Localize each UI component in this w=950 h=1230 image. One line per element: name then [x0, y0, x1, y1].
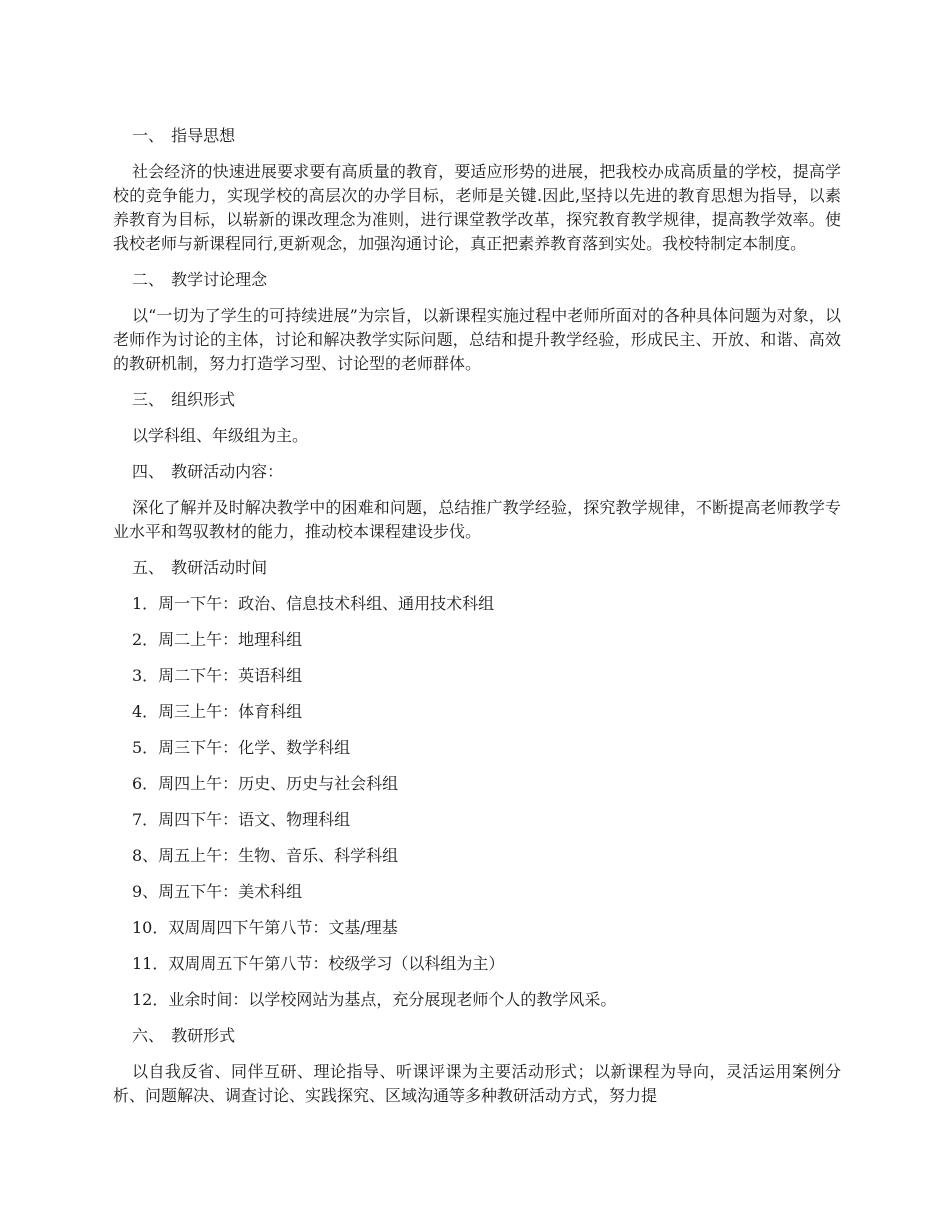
schedule-item: 11．双周周五下午第八节：校级学习（以科组为主） [132, 954, 505, 973]
schedule-item: 2．周二上午：地理科组 [132, 630, 303, 649]
schedule-item: 6．周四上午：历史、历史与社会科组 [132, 774, 399, 793]
schedule-item: 8、周五上午：生物、音乐、科学科组 [132, 846, 399, 865]
section-paragraph-teaching-concept: 以“一切为了学生的可持续进展”为宗旨，以新课程实施过程中老师所面对的各种具体问题为对象，以老师作为讨论的主体，讨论和解决教学实际问题，总结和提升教学经验，形成民主、开放、和谐、高效的教研机制，努力打造学习型、讨论型的老师群体。 [113, 306, 841, 373]
schedule-item: 5．周三下午：化学、数学科组 [132, 738, 351, 757]
section-heading-activity-content: 四、 教研活动内容： [132, 462, 284, 481]
schedule-item: 10．双周周四下午第八节：文基/理基 [132, 918, 398, 937]
section-heading-teaching-concept: 二、 教学讨论理念 [132, 270, 268, 289]
section-heading-research-form: 六、 教研形式 [132, 1026, 236, 1045]
section-heading-organization: 三、 组织形式 [132, 390, 236, 409]
schedule-item: 12．业余时间：以学校网站为基点，充分展现老师个人的教学风采。 [132, 990, 617, 1009]
section-heading-guiding-ideology: 一、 指导思想 [132, 126, 236, 145]
section-paragraph-organization: 以学科组、年级组为主。 [132, 426, 309, 445]
document-page [113, 124, 841, 1108]
schedule-item: 7．周四下午：语文、物理科组 [132, 810, 351, 829]
section-heading-activity-time: 五、 教研活动时间 [132, 558, 268, 577]
schedule-item: 9、周五下午：美术科组 [132, 882, 303, 901]
section-paragraph-guiding-ideology: 社会经济的快速进展要求要有高质量的教育，要适应形势的进展，把我校办成高质量的学校，提高学校的竞争能力，实现学校的高层次的办学目标，老师是关键.因此,坚持以先进的教育思想为指导，以素养教育为目标，以崭新的课改理念为准则，进行课堂教学改革，探究教育教学规律，提高教学效率。使我校老师与新课程同行,更新观念，加强沟通讨论，真正把素养教育落到实处。我校特制定本制度。 [113, 162, 841, 253]
section-paragraph-research-form: 以自我反省、同伴互研、理论指导、听课评课为主要活动形式；以新课程为导向，灵活运用案例分析、问题解决、调查讨论、实践探究、区域沟通等多种教研活动方式，努力提 [113, 1062, 841, 1105]
section-paragraph-activity-content: 深化了解并及时解决教学中的困难和问题，总结推广教学经验，探究教学规律，不断提高老师教学专业水平和驾驭教材的能力，推动校本课程建设步伐。 [113, 498, 841, 541]
schedule-item: 4．周三上午：体育科组 [132, 702, 303, 721]
schedule-item: 1．周一下午：政治、信息技术科组、通用技术科组 [132, 594, 495, 613]
schedule-item: 3．周二下午：英语科组 [132, 666, 303, 685]
